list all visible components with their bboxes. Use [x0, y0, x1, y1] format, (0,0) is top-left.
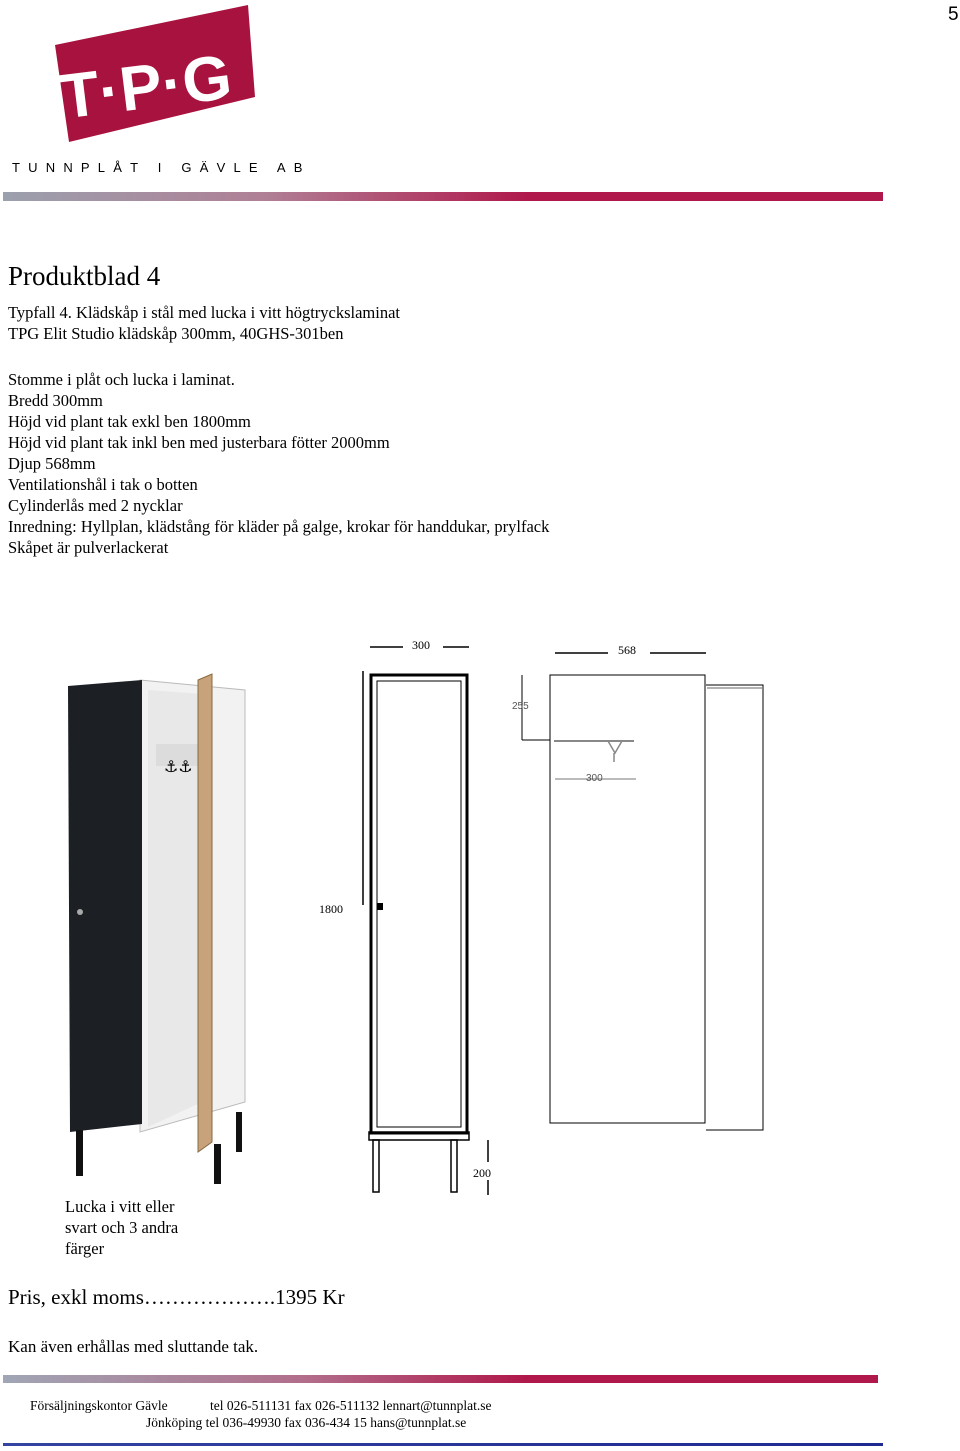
tpg-logo	[55, 5, 265, 145]
locker-photo	[60, 672, 260, 1182]
spec-line: Höjd vid plant tak inkl ben med justerbara fötter 2000mm	[8, 433, 390, 452]
footer-divider	[3, 1375, 878, 1383]
footer-office: Försäljningskontor Gävle	[30, 1398, 168, 1413]
spec-line: Höjd vid plant tak exkl ben 1800mm	[8, 412, 251, 431]
subtitle-line-2: TPG Elit Studio klädskåp 300mm, 40GHS-301ben	[8, 324, 344, 343]
svg-text:⚓⚓: ⚓⚓	[164, 757, 193, 776]
door-caption-line: färger	[65, 1239, 105, 1258]
shelf-depth-label: 255	[512, 701, 529, 712]
width-dimension-label: 300	[412, 638, 430, 652]
front-drawing	[355, 635, 485, 1195]
spec-line: Bredd 300mm	[8, 391, 103, 410]
spec-line: Stomme i plåt och lucka i laminat.	[8, 370, 235, 389]
price-line: Pris, exkl moms……………….1395 Kr	[8, 1285, 345, 1309]
height-dimension-label: 1800	[319, 902, 343, 916]
side-drawing	[510, 645, 740, 1135]
slanted-roof-note: Kan även erhållas med sluttande tak.	[8, 1337, 259, 1356]
spec-line: Ventilationshål i tak o botten	[8, 475, 198, 494]
footer-contact-jonkoping: Jönköping tel 036-49930 fax 036-434 15 hans@tunnplat.se	[146, 1415, 467, 1430]
spec-line: Inredning: Hyllplan, klädstång för kläder på galge, krokar för handdukar, prylfack	[8, 517, 550, 536]
spec-line: Djup 568mm	[8, 454, 96, 473]
spec-line: Skåpet är pulverlackerat	[8, 538, 169, 557]
company-name: TUNNPLÅT I GÄVLE AB	[12, 160, 311, 175]
depth-dimension-label: 568	[618, 643, 636, 657]
logo-text: T·P·G	[56, 41, 236, 133]
door-caption-line: svart och 3 andra	[65, 1218, 179, 1237]
subtitle-line-1: Typfall 4. Klädskåp i stål med lucka i vitt högtryckslaminat	[8, 303, 401, 322]
page-title: Produktblad 4	[8, 261, 161, 291]
rod-width-label: 300	[586, 773, 603, 784]
spec-line: Cylinderlås med 2 nycklar	[8, 496, 183, 515]
footer-contact-gavle: tel 026-511131 fax 026-511132 lennart@tunnplat.se	[210, 1398, 492, 1413]
door-caption-line: Lucka i vitt eller	[65, 1197, 175, 1216]
page-number: 5	[948, 4, 959, 25]
legs-dimension-label: 200	[473, 1166, 491, 1180]
footer-bottom-rule	[3, 1443, 883, 1446]
header-divider	[3, 192, 883, 201]
